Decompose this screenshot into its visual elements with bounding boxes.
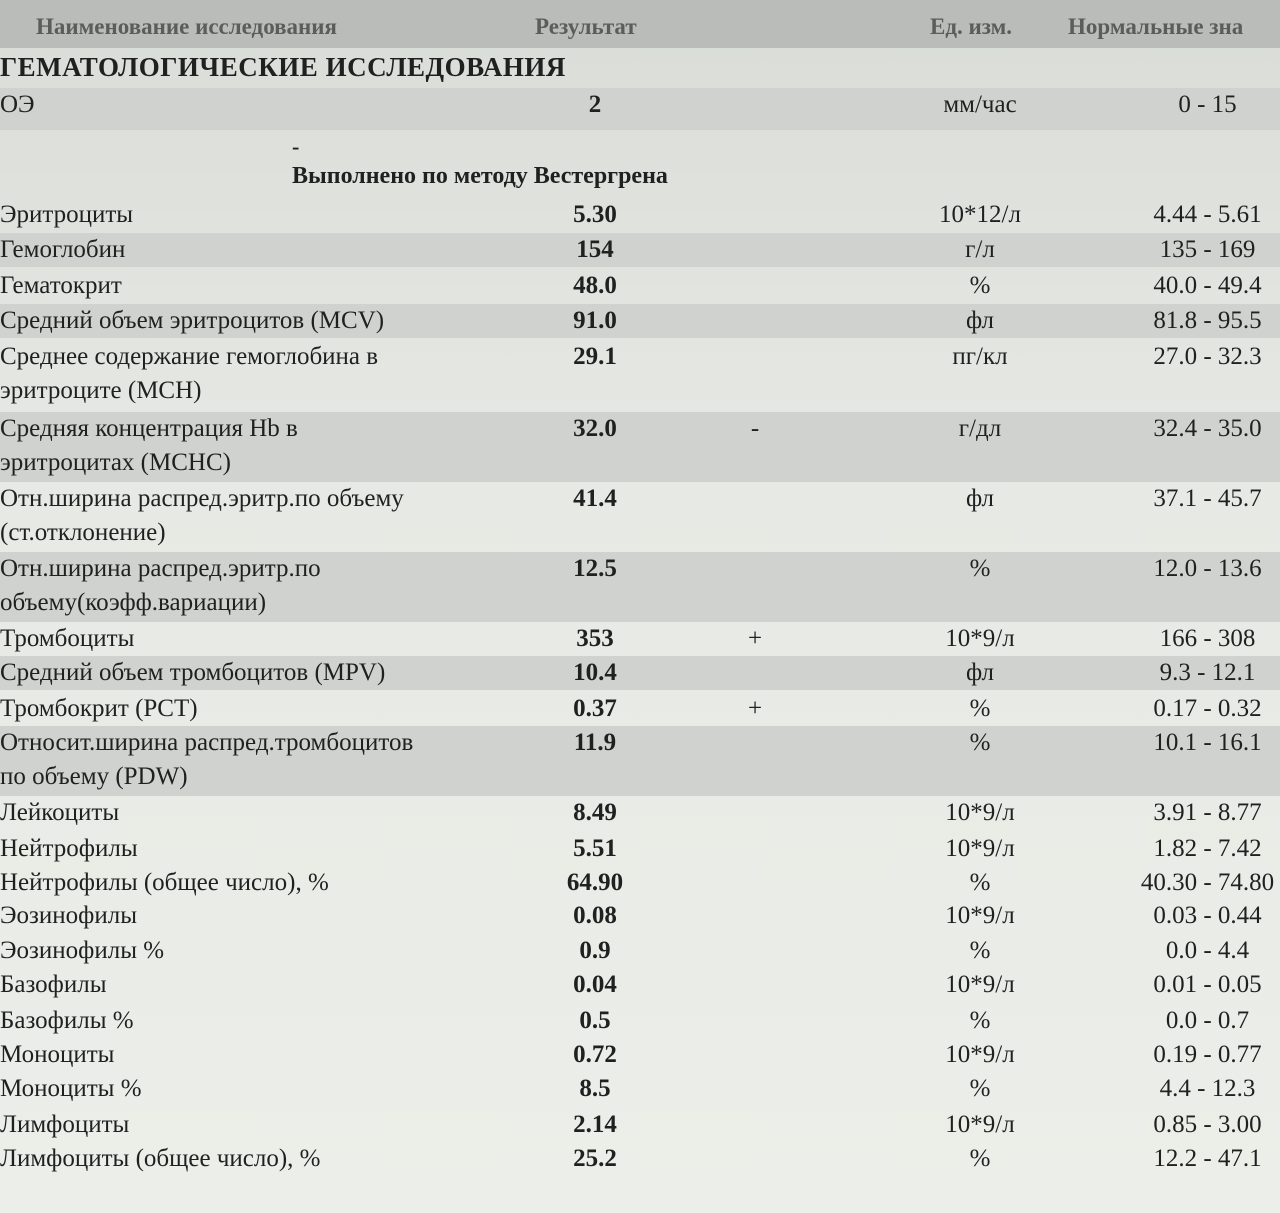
table-row [0,1038,1280,1072]
test-name-line1: Среднее содержание гемоглобина в [0,343,379,370]
normal-range: 4.4 - 12.3 [1159,1075,1256,1102]
test-name [0,269,122,303]
table-row [0,233,1280,267]
result-value: 8.5 [579,1075,611,1102]
unit-value: % [969,869,991,896]
unit-value: 10*9/л [945,625,1015,652]
test-name-line1: Лимфоциты (общее число), % [0,1145,321,1172]
test-name-line1: Отн.ширина распред.эритр.по объему [0,485,404,512]
test-name-line1: Тромбоциты [0,625,135,652]
result-value: 29.1 [573,343,617,370]
result-value: 32.0 [573,415,617,442]
result-value: 48.0 [573,272,617,299]
result-value: 0.72 [573,1041,617,1068]
result-value: 64.90 [566,869,624,896]
test-name [0,198,133,232]
table-row [0,968,1280,1002]
normal-range: 0.17 - 0.32 [1153,695,1262,722]
normal-range: 166 - 308 [1159,625,1256,652]
normal-range: 40.0 - 49.4 [1153,272,1262,299]
result-flag: + [747,625,763,652]
result-value: 0.08 [573,902,617,929]
normal-range: 4.44 - 5.61 [1153,201,1262,228]
test-name-line1: Тромбокрит (PCT) [0,695,198,722]
table-row [0,198,1280,232]
table-row [0,934,1280,968]
test-name [0,968,107,1002]
unit-value: % [969,937,991,964]
test-name-line1: Средняя концентрация Hb в [0,415,298,442]
unit-value: фл [965,307,995,334]
header-unit: Ед. изм. [930,14,1013,39]
table-row [0,482,1280,552]
test-name-line1: Моноциты [0,1041,115,1068]
test-name [0,552,321,620]
test-name [0,1004,134,1038]
table-row [0,656,1280,690]
test-name [0,899,137,933]
normal-range: 1.82 - 7.42 [1153,835,1262,862]
unit-value: % [969,1145,991,1172]
test-name [0,482,404,550]
result-value: 41.4 [573,485,617,512]
normal-range: 135 - 169 [1159,236,1256,263]
test-name [0,304,384,338]
normal-range: 0.01 - 0.05 [1153,971,1262,998]
table-row [0,340,1280,410]
test-name [0,656,385,690]
test-name-line1: Базофилы [0,971,107,998]
test-name-line1: Моноциты % [0,1075,142,1102]
test-name-line2: по объему (PDW) [0,763,188,790]
normal-range: 0.85 - 3.00 [1153,1111,1262,1138]
test-name-line2: (ст.отклонение) [0,519,166,546]
unit-value: 10*9/л [945,902,1015,929]
table-row [0,552,1280,622]
result-value: 0.9 [579,937,611,964]
test-name [0,622,134,656]
normal-range: 12.0 - 13.6 [1153,555,1262,582]
result-value: 5.51 [573,835,617,862]
result-value: 154 [576,236,614,263]
result-value: 0.5 [579,1007,611,1034]
unit-value: % [969,729,991,756]
test-name-line1: Эозинофилы [0,902,137,929]
table-row [0,832,1280,866]
test-name-line2: объему(коэфф.вариации) [0,589,267,616]
normal-range: 0 - 15 [1178,91,1237,118]
header-test-name: Наименование исследования [36,14,337,39]
unit-value: мм/час [943,91,1017,118]
unit-value: % [969,272,991,299]
header-normal-values: Нормальные зна [1068,14,1244,39]
test-name-line1: Гемоглобин [0,236,126,263]
method-note: Выполнено по методу Вестергрена [292,163,668,189]
test-name-line1: Лимфоциты [0,1111,130,1138]
table-row [0,1108,1280,1142]
table-row [0,622,1280,656]
normal-range: 40.30 - 74.80 [1140,869,1275,896]
unit-value: фл [965,659,995,686]
result-value: 0.04 [573,971,617,998]
result-value: 12.5 [573,555,617,582]
table-row [0,269,1280,303]
result-value: 8.49 [573,799,617,826]
normal-range: 37.1 - 45.7 [1153,485,1262,512]
result-value: 10.4 [573,659,617,686]
table-row [0,304,1280,338]
normal-range: 0.0 - 0.7 [1165,1007,1250,1034]
test-name [0,233,125,267]
test-name [0,1108,129,1142]
table-row [0,88,1280,130]
test-name-line1: Относит.ширина распред.тромбоцитов [0,729,414,756]
section-title: ГЕМАТОЛОГИЧЕСКИЕ ИССЛЕДОВАНИЯ [0,52,566,82]
normal-range: 0.0 - 4.4 [1165,937,1250,964]
result-value: 2.14 [573,1111,617,1138]
normal-range: 12.2 - 47.1 [1153,1145,1262,1172]
test-name [0,1072,142,1106]
table-row [0,1142,1280,1176]
unit-value: 10*9/л [945,799,1015,826]
test-name [0,726,413,794]
normal-range: 9.3 - 12.1 [1159,659,1256,686]
unit-value: 10*9/л [945,835,1015,862]
test-name-line1: Нейтрофилы [0,835,138,862]
test-name [0,692,198,726]
test-name [0,340,378,408]
test-name-line1: Средний объем тромбоцитов (MPV) [0,659,386,686]
normal-range: 10.1 - 16.1 [1153,729,1262,756]
unit-value: 10*12/л [939,201,1021,228]
normal-range: 0.19 - 0.77 [1153,1041,1262,1068]
test-name [0,88,35,122]
table-row [0,866,1280,900]
unit-value: пг/кл [952,343,1008,370]
table-row [0,412,1280,482]
unit-value: % [969,555,991,582]
result-value: 5.30 [573,201,617,228]
table-row [0,796,1280,830]
result-flag: + [747,695,763,722]
test-name [0,866,329,900]
normal-range: 81.8 - 95.5 [1153,307,1262,334]
unit-value: % [969,1007,991,1034]
unit-value: % [969,695,991,722]
test-name [0,412,298,480]
result-value: 2 [588,91,602,118]
test-name-line1: ОЭ [0,91,35,118]
unit-value: % [969,1075,991,1102]
unit-value: фл [965,485,995,512]
unit-value: 10*9/л [945,971,1015,998]
result-value: 0.37 [573,695,617,722]
test-name-line1: Отн.ширина распред.эритр.по [0,555,321,582]
table-row [0,1004,1280,1038]
unit-value: 10*9/л [945,1041,1015,1068]
test-name-line1: Нейтрофилы (общее число), % [0,869,329,896]
test-name-line2: эритроците (MCH) [0,377,202,404]
normal-range: 27.0 - 32.3 [1153,343,1262,370]
unit-value: г/л [965,236,995,263]
normal-range: 32.4 - 35.0 [1153,415,1262,442]
unit-value: 10*9/л [945,1111,1015,1138]
test-name-line1: Базофилы % [0,1007,134,1034]
test-name [0,934,164,968]
method-marker: - [292,134,300,159]
result-flag: - [750,415,760,442]
table-row [0,899,1280,933]
normal-range: 0.03 - 0.44 [1153,902,1262,929]
test-name [0,1142,321,1176]
test-name-line1: Лейкоциты [0,799,120,826]
table-header [0,0,1280,48]
header-result: Результат [535,14,637,39]
unit-value: г/дл [958,415,1002,442]
table-row [0,692,1280,726]
result-value: 91.0 [573,307,617,334]
test-name-line1: Гематокрит [0,272,122,299]
result-value: 11.9 [573,729,617,756]
test-name-line2: эритроцитах (MCHC) [0,449,231,476]
test-name-line1: Средний объем эритроцитов (MCV) [0,307,385,334]
test-name [0,1038,114,1072]
test-name-line1: Эозинофилы % [0,937,165,964]
table-row [0,1072,1280,1106]
result-value: 353 [576,625,614,652]
normal-range: 3.91 - 8.77 [1153,799,1262,826]
result-value: 25.2 [573,1145,617,1172]
test-name-line1: Эритроциты [0,201,134,228]
test-name [0,832,138,866]
test-name [0,796,119,830]
table-row [0,726,1280,796]
